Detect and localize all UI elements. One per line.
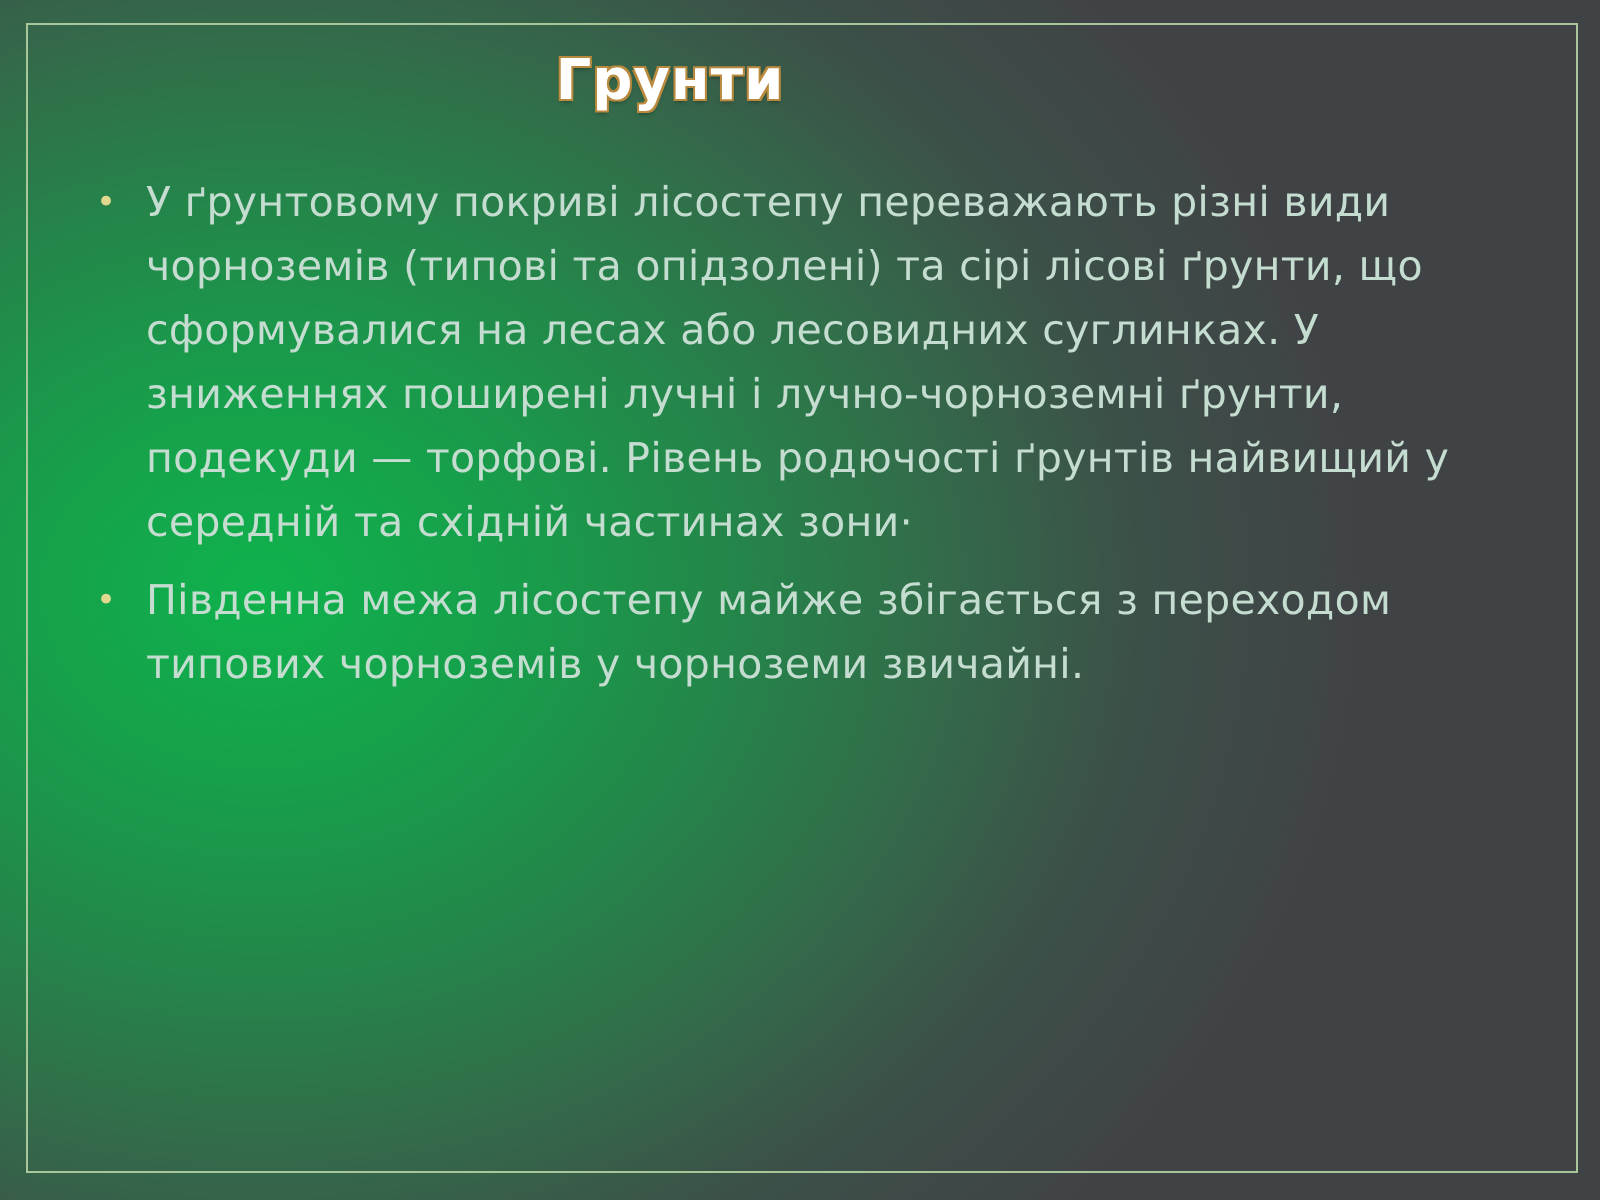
bullet-icon: •	[96, 580, 117, 620]
slide-title: Грунти	[555, 48, 785, 113]
bullet-item	[96, 170, 1516, 554]
bullet-text: Південна межа лісостепу майже збігається з переходом типових чорноземів у чорноземи звичайні.	[146, 576, 1392, 688]
bullet-icon: •	[96, 182, 117, 222]
bullet-text: У ґрунтовому покриві лісостепу переважають різні види чорноземів (типові та опідзолені) та сірі лісові ґрунти, що сформувалися на лесах або лесовидних суглинках. У зниженнях поширені лучні і лучно-чорноземні ґрунти, подекуди — торфові. Рівень родючості ґрунтів найвищий у середній та східній частинах зони·	[146, 178, 1450, 546]
bullet-item	[96, 568, 1516, 696]
slide-content	[96, 170, 1516, 710]
